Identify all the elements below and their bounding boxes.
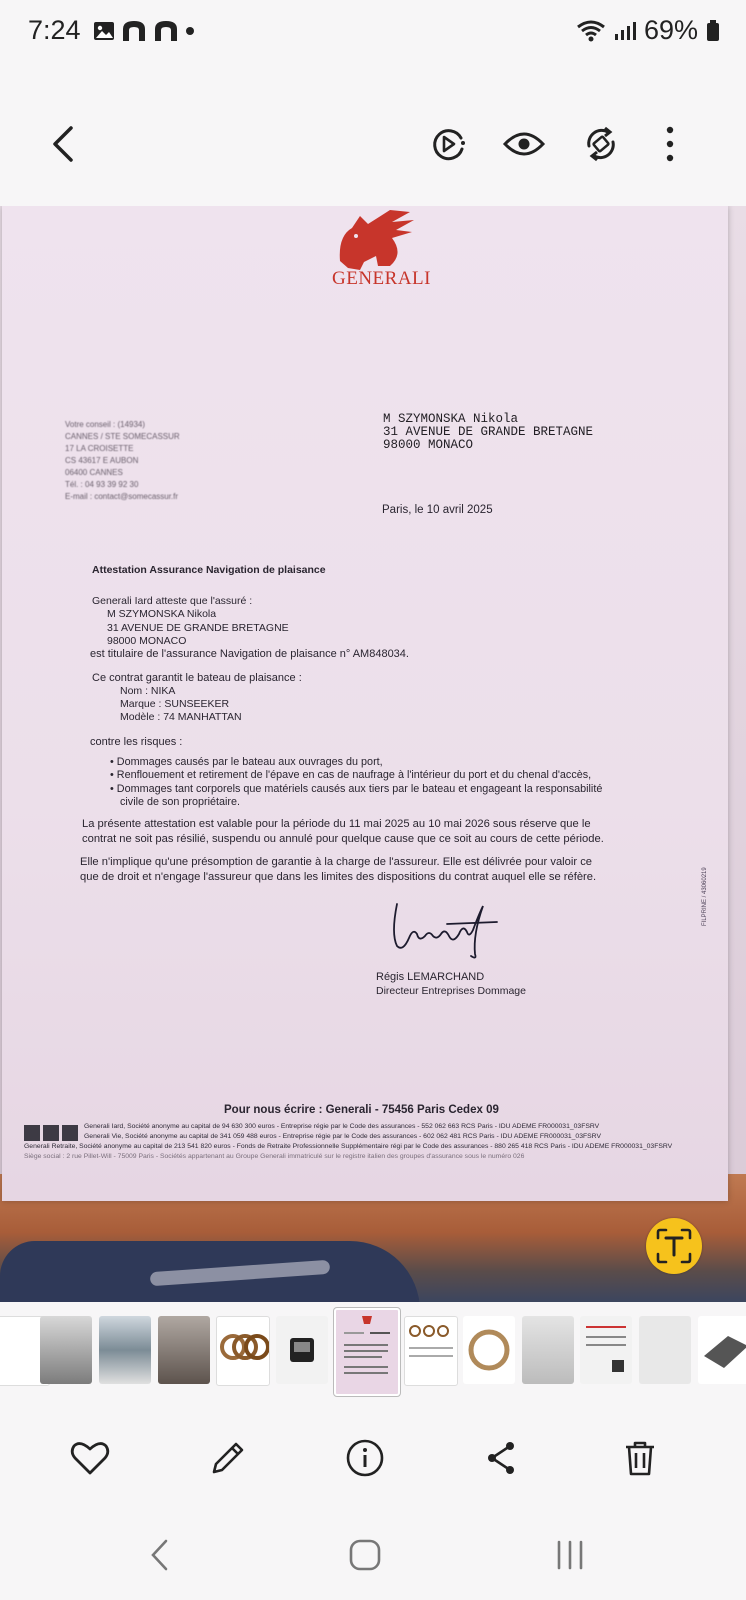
mat-image <box>698 1316 746 1384</box>
app-notification-icon <box>121 19 147 43</box>
boat-line: Marque : SUNSEEKER <box>120 698 230 710</box>
insured-line: 98000 MONACO <box>107 635 187 647</box>
back-arrow-icon <box>49 124 79 164</box>
wifi-icon <box>576 19 606 43</box>
delete-button[interactable] <box>612 1430 668 1486</box>
battery-icon <box>706 20 720 42</box>
thumbnail[interactable] <box>522 1316 574 1384</box>
rotate-icon <box>581 124 621 164</box>
risks-intro: contre les risques : <box>90 736 183 748</box>
presumption-line: que de droit et n'engage l'assureur que dans les limites des dispositions du contrat auquel elle se réfère. <box>80 871 597 883</box>
gasket-rings-image <box>217 1317 269 1385</box>
holder-line: est titulaire de l'assurance Navigation de plaisance n° AM848034. <box>90 648 409 660</box>
recipient-line: 98000 MONACO <box>383 438 474 452</box>
agent-line: CS 43617 E AUBON <box>65 456 139 465</box>
signer-title: Directeur Entreprises Dommage <box>376 985 526 997</box>
validity-line: La présente attestation est valable pour la période du 11 mai 2025 au 10 mai 2026 sous réserve que le <box>82 818 591 830</box>
status-bar <box>0 0 746 66</box>
signature-image <box>387 894 502 964</box>
share-icon <box>482 1438 522 1478</box>
risk-text: Dommages tant corporels que matériels causés aux tiers par le bateau et engageant la responsabilité <box>116 783 603 795</box>
risk-item: • Dommages tant corporels que matériels causés aux tiers par le bateau et engageant la responsabilité <box>110 783 603 795</box>
thumbnail[interactable] <box>404 1316 458 1386</box>
insured-line: 31 AVENUE DE GRANDE BRETAGNE <box>107 622 289 634</box>
thumbnail[interactable] <box>216 1316 270 1386</box>
boat-line: Nom : NIKA <box>120 685 176 697</box>
view-button[interactable] <box>496 116 552 172</box>
heart-icon <box>70 1440 110 1476</box>
insured-line: M SZYMONSKA Nikola <box>107 608 217 620</box>
favorite-button[interactable] <box>62 1430 118 1486</box>
notification-icons <box>93 19 195 43</box>
agent-line: E-mail : contact@somecassur.fr <box>65 492 179 501</box>
info-icon <box>345 1438 385 1478</box>
thumbnail[interactable] <box>158 1316 210 1384</box>
signal-icon <box>614 20 636 42</box>
photo-viewer[interactable] <box>0 206 746 1302</box>
thumbnail[interactable] <box>99 1316 151 1384</box>
risk-item: • Dommages causés par le bateau aux ouvrages du port, <box>110 756 383 768</box>
document-paper <box>2 206 728 1201</box>
system-nav-bar <box>0 1508 746 1600</box>
details-button[interactable] <box>337 1430 393 1486</box>
thumbnail[interactable] <box>639 1316 691 1384</box>
share-button[interactable] <box>474 1430 530 1486</box>
footer-brand-marks <box>24 1124 80 1142</box>
eye-icon <box>502 129 546 159</box>
viewer-toolbar <box>0 108 746 182</box>
rotate-button[interactable] <box>573 116 629 172</box>
recipient-line: 31 AVENUE DE GRANDE BRETAGNE <box>383 425 594 439</box>
more-options-button[interactable] <box>642 116 698 172</box>
boat-line: Modèle : 74 MANHATTAN <box>120 711 242 723</box>
text-recognition-button[interactable] <box>646 1218 702 1274</box>
risk-text: Renflouement et retirement de l'épave en cas de naufrage à l'intérieur du port et du chenal d'accès, <box>116 769 592 781</box>
system-icons <box>576 15 720 46</box>
device-image <box>276 1316 328 1384</box>
motion-photo-icon <box>428 124 468 164</box>
agent-line: 17 LA CROISETTE <box>65 444 134 453</box>
thumbnail[interactable] <box>40 1316 92 1384</box>
text-recognition-icon <box>654 1226 694 1266</box>
form-image <box>580 1316 632 1384</box>
more-vert-icon <box>665 126 675 162</box>
side-code: FILPRINE / 43060219 <box>702 867 708 926</box>
thumbnail[interactable] <box>580 1316 632 1384</box>
generali-brand: GENERALI <box>332 268 431 289</box>
thumbnail[interactable] <box>698 1316 746 1384</box>
nav-home-icon <box>349 1539 381 1571</box>
footer-line: Generali Vie, Société anonyme au capital de 341 059 488 euros - Entreprise régie par le Code des assurances - 602 062 481 RCS Paris - IDU ADEME FR000031_03FSRV <box>84 1133 601 1140</box>
recipient-line: M SZYMONSKA Nikola <box>383 412 519 426</box>
nav-back-button[interactable] <box>130 1530 190 1580</box>
nav-recents-icon <box>555 1540 585 1570</box>
footer-line: Generali Retraite, Société anonyme au capital de 213 541 820 euros - Fonds de Retraite Professionnelle Supplémentaire régi par le Code des assurances - 880 265 418 RCS Paris - IDU ADEME FR000031_03FSRV <box>24 1143 673 1150</box>
risk-item: • Renflouement et retirement de l'épave en cas de naufrage à l'intérieur du port et du chenal d'accès, <box>110 769 592 781</box>
thumbnail[interactable] <box>276 1316 328 1384</box>
trash-icon <box>620 1438 660 1478</box>
dot-icon <box>185 26 195 36</box>
motion-photo-button[interactable] <box>420 116 476 172</box>
back-button[interactable] <box>36 116 92 172</box>
intro-line: Generali Iard atteste que l'assuré : <box>92 595 253 607</box>
boat-intro: Ce contrat garantit le bateau de plaisance : <box>92 672 302 684</box>
thumbnail-strip[interactable] <box>0 1302 746 1394</box>
risk-continuation: civile de son propriétaire. <box>120 796 241 808</box>
write-to: Pour nous écrire : Generali - 75456 Paris Cedex 09 <box>224 1104 499 1116</box>
status-time: 7:24 <box>28 15 81 45</box>
agent-line: CANNES / STE SOMECASSUR <box>65 432 180 441</box>
gasket-ring-image <box>463 1316 515 1384</box>
letter-subject: Attestation Assurance Navigation de plaisance <box>92 564 326 576</box>
edit-button[interactable] <box>200 1430 256 1486</box>
nav-home-button[interactable] <box>335 1530 395 1580</box>
footer-line: Siège social : 2 rue Pillet-Will - 75009 Paris - Sociétés appartenant au Groupe Generali immatriculé sur le registre italien des groupes d'assurance sous le numéro 026 <box>24 1153 525 1160</box>
footer-line: Generali Iard, Société anonyme au capital de 94 630 300 euros - Entreprise régie par le Code des assurances - 552 062 663 RCS Paris - IDU ADEME FR000031_03FSRV <box>84 1123 600 1130</box>
action-bar <box>0 1420 746 1510</box>
agent-line: Tél. : 04 93 39 92 30 <box>65 480 139 489</box>
app-notification-icon <box>153 19 179 43</box>
thumbnail[interactable] <box>463 1316 515 1384</box>
nav-recents-button[interactable] <box>540 1530 600 1580</box>
agent-line: Votre conseil : (14934) <box>65 420 146 429</box>
risk-text: Dommages causés par le bateau aux ouvrages du port, <box>116 756 383 768</box>
thumbnail-selected[interactable] <box>334 1308 400 1396</box>
signer-name: Régis LEMARCHAND <box>376 971 485 983</box>
letter-date: Paris, le 10 avril 2025 <box>382 504 493 516</box>
gallery-notification-icon <box>93 20 115 42</box>
battery-percent: 69% <box>643 15 698 45</box>
nav-back-icon <box>148 1538 172 1572</box>
pencil-icon <box>208 1438 248 1478</box>
agent-line: 06400 CANNES <box>65 468 123 477</box>
validity-line: contrat ne soit pas résilié, suspendu ou annulé pour quelque cause que ce soit au cours de cette période. <box>82 833 604 845</box>
presumption-line: Elle n'implique qu'une présomption de garantie à la charge de l'assureur. Elle est délivrée pour valoir ce <box>80 856 593 868</box>
document-preview-image <box>336 1310 398 1394</box>
rings-list-image <box>405 1317 457 1385</box>
